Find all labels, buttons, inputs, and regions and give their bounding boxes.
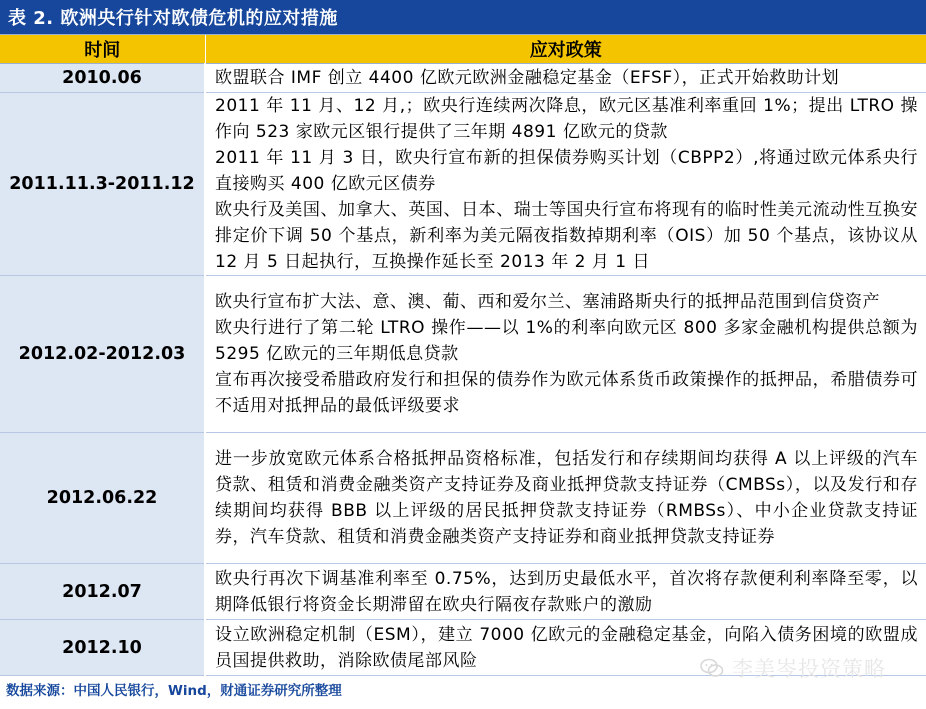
policy-table bbox=[0, 34, 926, 676]
policy-line: 设立欧洲稳定机制（ESM），建立 7000 亿欧元的金融稳定基金，向陷入债务困境的欧盟成员国提供救助，消除欧债尾部风险 bbox=[215, 624, 918, 671]
row-date: 2012.02-2012.03 bbox=[0, 276, 205, 433]
table-row bbox=[0, 564, 926, 620]
watermark bbox=[700, 650, 910, 686]
policy-line: 2011 年 11 月 3 日，欧央行宣布新的担保债券购买计划（CBPP2）,将通过欧元体系央行直接购买 400 亿欧元区债券 bbox=[215, 148, 918, 194]
table-title: 表 2. 欧洲央行针对欧债危机的应对措施 bbox=[0, 0, 926, 34]
row-policy bbox=[205, 93, 926, 276]
policy-line: 欧央行再次下调基准利率至 0.75%，达到历史最低水平，首次将存款便利利率降至零，以期降低银行将资金长期滞留在欧央行隔夜存款账户的激励 bbox=[215, 568, 918, 615]
wechat-icon bbox=[700, 657, 724, 679]
header-time: 时间 bbox=[0, 35, 205, 64]
policy-line: 欧央行及美国、加拿大、英国、日本、瑞士等国央行宣布将现有的临时性美元流动性互换安排定价下调 50 个基点，新利率为美元隔夜指数掉期利率（OIS）加 50 个基点，该协议从 12 月 5 日起执行，互换操作延长至 2013 年 2 月 1 日 bbox=[215, 200, 918, 272]
row-date: 2011.11.3-2011.12 bbox=[0, 93, 205, 276]
source-note: 数据来源：中国人民银行，Wind，财通证券研究所整理 bbox=[6, 683, 342, 699]
header-policy: 应对政策 bbox=[205, 35, 926, 64]
table-header-row bbox=[0, 35, 926, 64]
row-date: 2012.10 bbox=[0, 620, 205, 676]
table-row bbox=[0, 64, 926, 93]
table-row bbox=[0, 93, 926, 276]
row-date: 2012.06.22 bbox=[0, 433, 205, 564]
row-policy bbox=[205, 564, 926, 620]
row-policy bbox=[205, 276, 926, 433]
policy-line: 欧央行宣布扩大法、意、澳、葡、西和爱尔兰、塞浦路斯央行的抵押品范围到信贷资产 bbox=[215, 292, 880, 312]
policy-line: 2011 年 11 月、12 月,；欧央行连续两次降息，欧元区基准利率重回 1%；提出 LTRO 操作向 523 家欧元区银行提供了三年期 4891 亿欧元的贷款 bbox=[215, 96, 918, 142]
policy-line: 宣布再次接受希腊政府发行和担保的债券作为欧元体系货币政策操作的抵押品，希腊债券可不适用对抵押品的最低评级要求 bbox=[215, 370, 918, 416]
policy-line: 欧盟联合 IMF 创立 4400 亿欧元欧洲金融稳定基金（EFSF），正式开始救助计划 bbox=[215, 68, 840, 88]
row-policy bbox=[205, 64, 926, 93]
watermark-text: 李美岑投资策略 bbox=[732, 657, 886, 681]
policy-line: 欧央行进行了第二轮 LTRO 操作——以 1%的利率向欧元区 800 多家金融机构提供总额为 5295 亿欧元的三年期低息贷款 bbox=[215, 318, 918, 364]
policy-line: 进一步放宽欧元体系合格抵押品资格标准，包括发行和存续期间均获得 A 以上评级的汽车贷款、租赁和消费金融类资产支持证券及商业抵押贷款支持证券（CMBSs），以及发行和存续期间均获得 BBB 以上评级的居民抵押贷款支持证券（RMBSs）、中小企业贷款支持证券，汽车贷款、租赁和消费金融类资产支持证券和商业抵押贷款支持证券 bbox=[215, 449, 918, 547]
row-policy bbox=[205, 433, 926, 564]
table-row bbox=[0, 276, 926, 433]
row-date: 2012.07 bbox=[0, 564, 205, 620]
table-row bbox=[0, 433, 926, 564]
row-date: 2010.06 bbox=[0, 64, 205, 93]
